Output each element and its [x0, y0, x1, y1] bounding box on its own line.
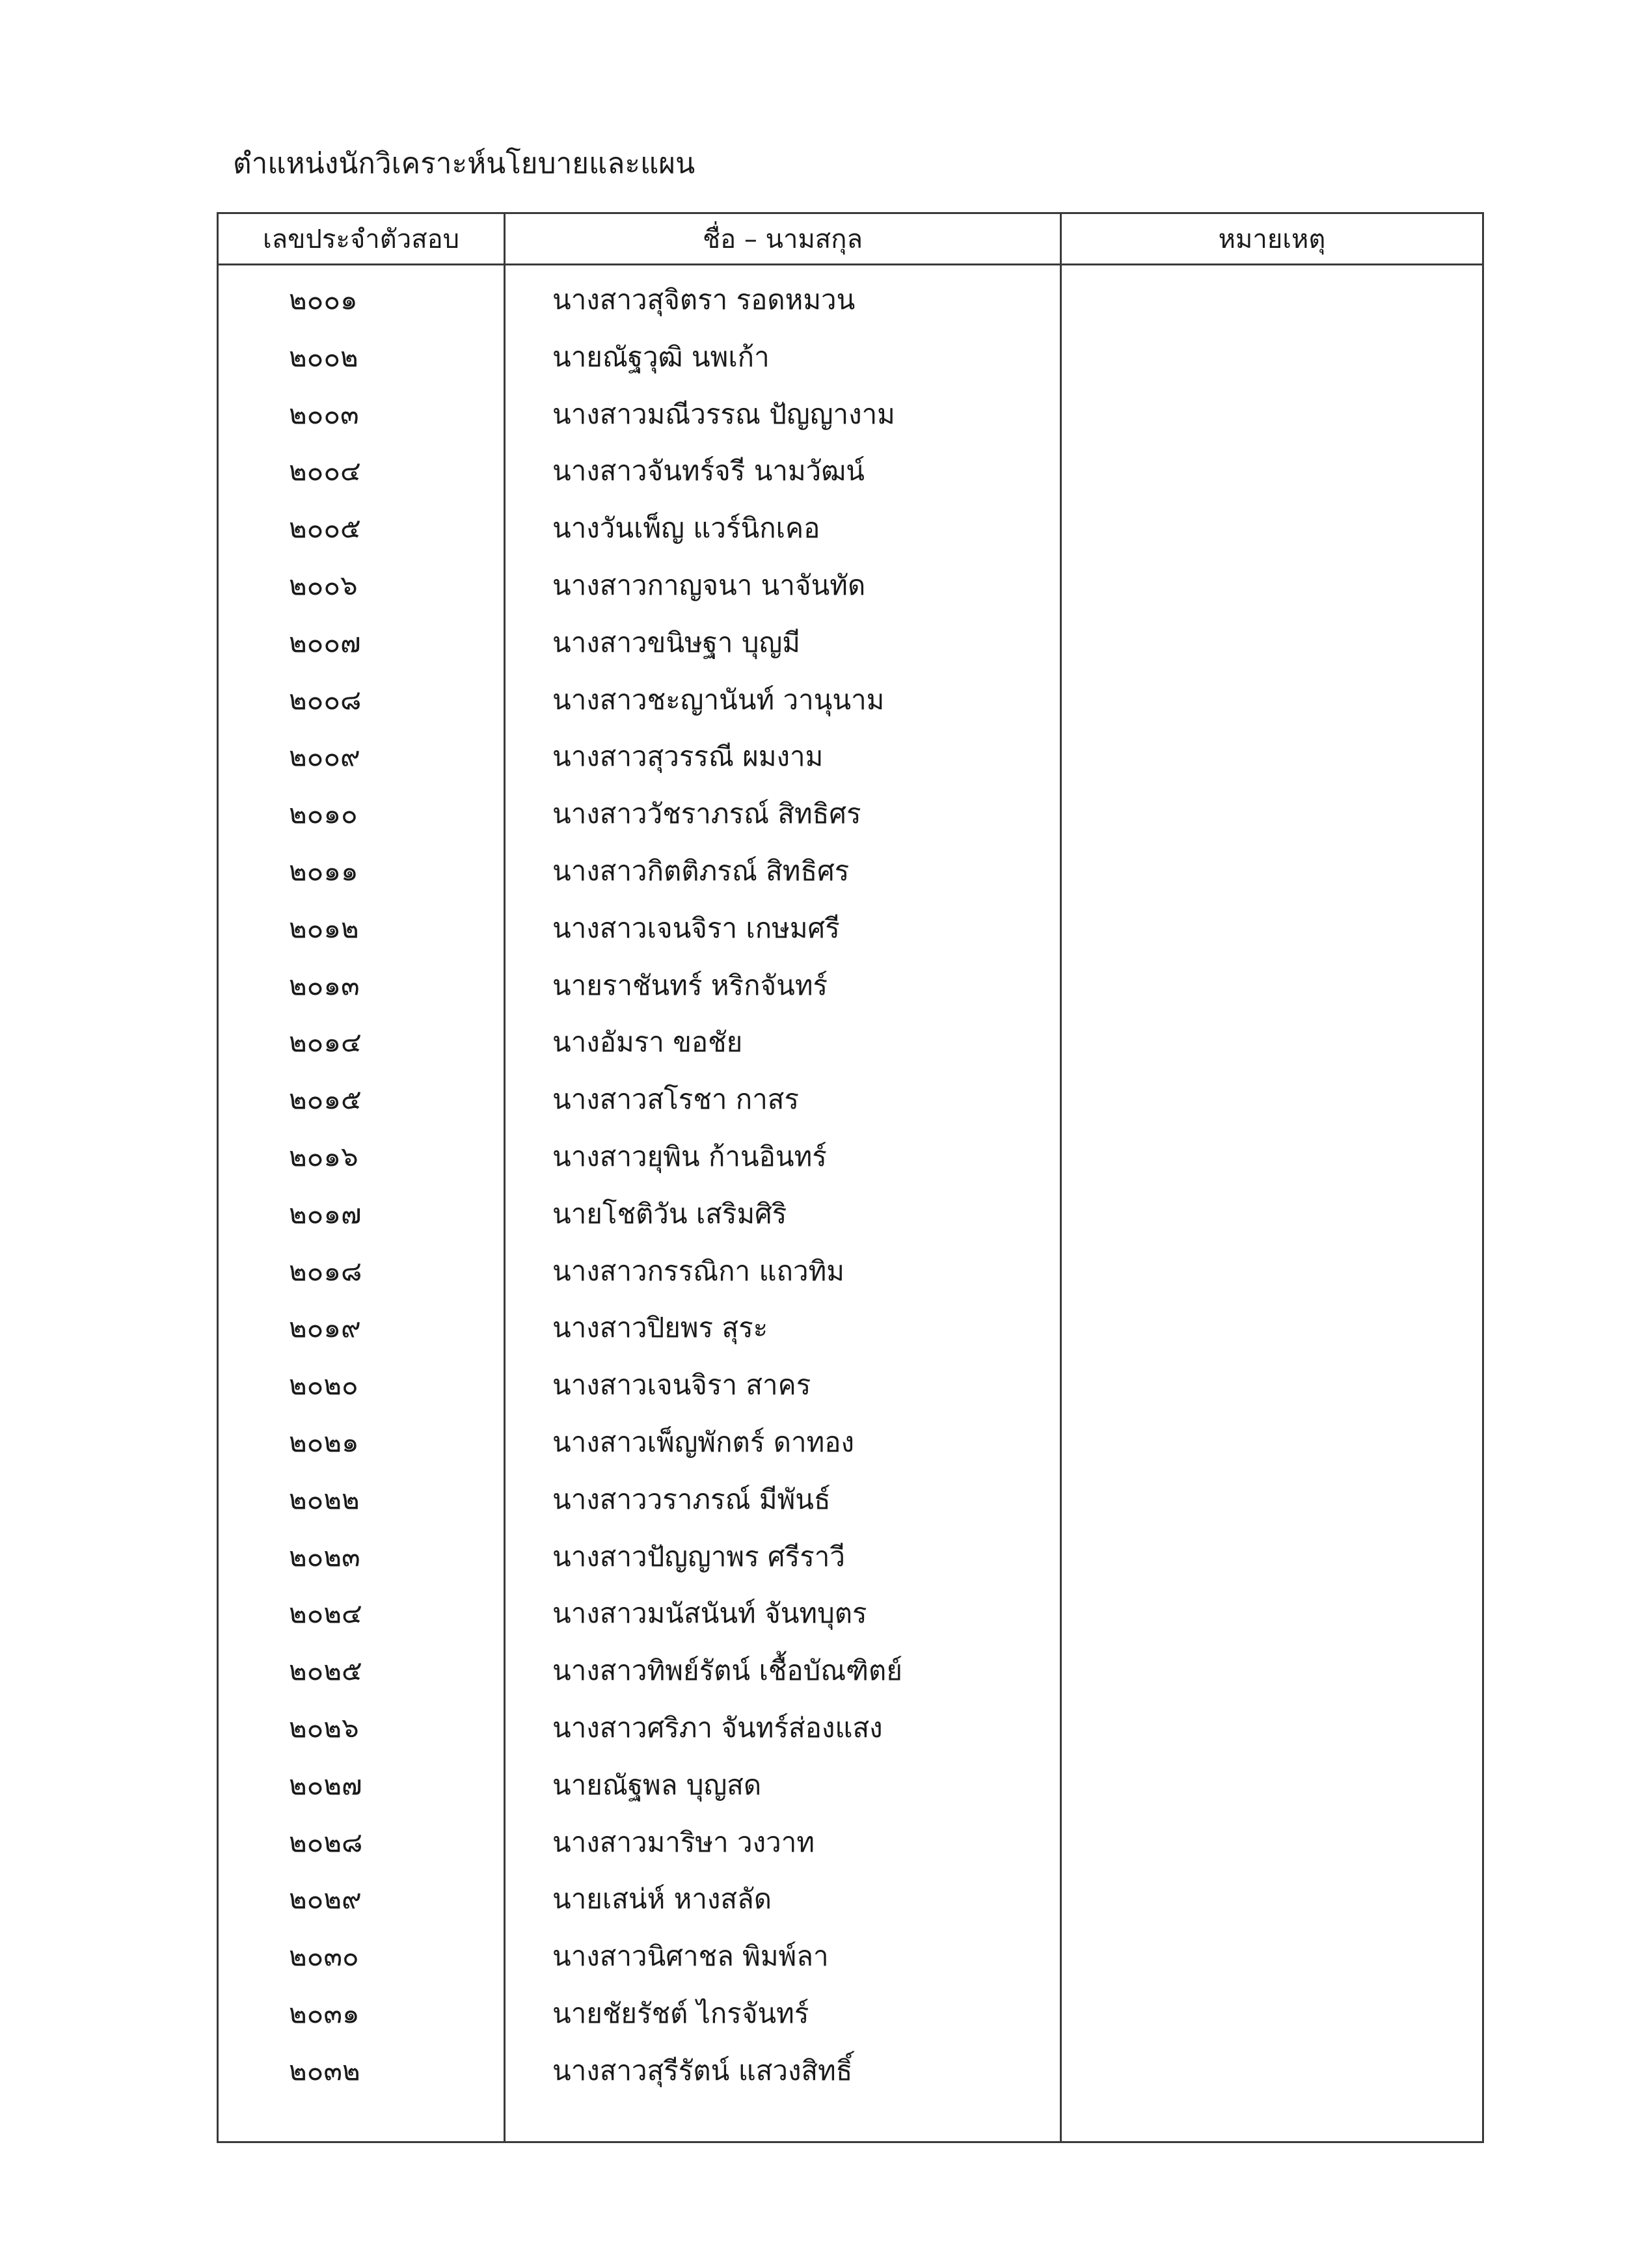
full-name-cell: นางสาววัชราภรณ์ สิทธิศร [552, 798, 861, 830]
full-name-cell: นางสาวเจนจิรา สาคร [552, 1369, 811, 1401]
full-name-cell: นายเสน่ห์ หางสลัด [552, 1883, 772, 1915]
table-row [219, 901, 1482, 958]
exam-id-cell: ๒๐๑๕ [289, 1083, 362, 1116]
table-row [219, 558, 1482, 615]
table-row [219, 1187, 1482, 1244]
exam-id-cell: ๒๐๒๗ [289, 1768, 362, 1801]
exam-id-cell: ๒๐๒๙ [289, 1883, 362, 1915]
table-row [219, 1415, 1482, 1472]
full-name-cell: นายโชติวัน เสริมศิริ [552, 1197, 787, 1230]
exam-id-cell: ๒๐๑๔ [289, 1026, 362, 1059]
table-row [219, 444, 1482, 501]
exam-id-cell: ๒๐๑๘ [289, 1254, 362, 1287]
full-name-cell: นางสาวศริภา จันทร์ส่องแสง [552, 1711, 883, 1744]
exam-id-cell: ๒๐๒๑ [289, 1425, 359, 1458]
table-row [219, 1758, 1482, 1815]
exam-id-cell: ๒๐๑๗ [289, 1197, 362, 1230]
full-name-cell: นางสาวปัญญาพร ศรีราวี [552, 1540, 845, 1573]
table-row [219, 615, 1482, 673]
table-row [219, 787, 1482, 844]
table-row [219, 273, 1482, 330]
exam-id-cell: ๒๐๐๗ [289, 626, 361, 658]
full-name-cell: นางสาวจันทร์จรี นามวัฒน์ [552, 455, 865, 487]
table-row [219, 729, 1482, 787]
header-full-name: ชื่อ – นามสกุล [703, 224, 863, 254]
table-row [219, 1986, 1482, 2044]
exam-id-cell: ๒๐๑๖ [289, 1140, 358, 1172]
exam-id-cell: ๒๐๓๒ [289, 2054, 360, 2086]
exam-id-cell: ๒๐๒๓ [289, 1540, 360, 1573]
exam-id-cell: ๒๐๐๒ [289, 340, 358, 373]
exam-id-cell: ๒๐๒๐ [289, 1369, 358, 1401]
table-row [219, 1129, 1482, 1187]
full-name-cell: นางสาวมณีวรรณ ปัญญางาม [552, 398, 895, 430]
table-row [219, 501, 1482, 558]
full-name-cell: นางสาวกาญจนา นาจันทัด [552, 569, 866, 601]
full-name-cell: นายชัยรัชต์ ไกรจันทร์ [552, 1997, 809, 2029]
exam-id-cell: ๒๐๑๒ [289, 911, 359, 944]
table-row [219, 1586, 1482, 1643]
exam-id-cell: ๒๐๐๓ [289, 398, 359, 430]
full-name-cell: นางสาวปิยพร สุระ [552, 1312, 768, 1344]
table-row [219, 2044, 1482, 2101]
table-row [219, 330, 1482, 387]
table-row [219, 844, 1482, 901]
full-name-cell: นางสาวสุวรรณี ผมงาม [552, 740, 824, 773]
full-name-cell: นางสาวขนิษฐา บุญมี [552, 626, 800, 658]
exam-id-cell: ๒๐๑๐ [289, 798, 358, 830]
exam-id-cell: ๒๐๓๐ [289, 1940, 359, 1973]
full-name-cell: นางอัมรา ขอชัย [552, 1026, 743, 1059]
exam-id-cell: ๒๐๒๖ [289, 1711, 359, 1744]
exam-id-cell: ๒๐๑๑ [289, 854, 358, 887]
exam-id-cell: ๒๐๐๘ [289, 683, 362, 716]
table-body [219, 273, 1482, 2101]
exam-id-cell: ๒๐๑๙ [289, 1312, 361, 1344]
table-row [219, 1929, 1482, 1986]
table-row [219, 1472, 1482, 1530]
table-row [219, 1072, 1482, 1129]
table-row [219, 958, 1482, 1016]
full-name-cell: นางสาวทิพย์รัตน์ เชื้อบัณฑิตย์ [552, 1654, 902, 1687]
full-name-cell: นางสาวสโรชา กาสร [552, 1083, 800, 1116]
full-name-cell: นายราชันทร์ หริกจันทร์ [552, 969, 828, 1001]
header-exam-id: เลขประจำตัวสอบ [262, 224, 460, 254]
full-name-cell: นางสาวชะญานันท์ วานุนาม [552, 683, 885, 716]
table-row [219, 1815, 1482, 1872]
header-remark: หมายเหตุ [1218, 224, 1326, 254]
exam-id-cell: ๒๐๑๓ [289, 969, 360, 1001]
full-name-cell: นางสาวเพ็ญพักตร์ ดาทอง [552, 1425, 855, 1458]
exam-id-cell: ๒๐๐๖ [289, 569, 358, 601]
full-name-cell: นายณัฐวุฒิ นพเก้า [552, 340, 770, 373]
full-name-cell: นายณัฐพล บุญสด [552, 1768, 762, 1801]
table-row [219, 673, 1482, 730]
full-name-cell: นางสาวมนัสนันท์ จันทบุตร [552, 1597, 867, 1630]
table-row [219, 1701, 1482, 1758]
exam-id-cell: ๒๐๒๕ [289, 1654, 362, 1687]
table-row [219, 387, 1482, 444]
exam-id-cell: ๒๐๐๔ [289, 455, 361, 487]
exam-id-cell: ๒๐๐๙ [289, 740, 360, 773]
full-name-cell: นางสาวนิศาชล พิมพ์ลา [552, 1940, 829, 1973]
table-row [219, 1015, 1482, 1072]
full-name-cell: นางสาวมาริษา วงวาท [552, 1826, 815, 1858]
header-divider [219, 263, 1482, 265]
full-name-cell: นางสาวสุจิตรา รอดหมวน [552, 284, 856, 316]
page-title: ตำแหน่งนักวิเคราะห์นโยบายและแผน [233, 147, 695, 180]
exam-id-cell: ๒๐๒๘ [289, 1826, 363, 1858]
full-name-cell: นางสาวเจนจิรา เกษมศรี [552, 911, 840, 944]
exam-id-cell: ๒๐๐๕ [289, 512, 361, 545]
exam-id-cell: ๒๐๒๔ [289, 1597, 362, 1630]
candidate-table [217, 212, 1484, 2143]
table-row [219, 1358, 1482, 1415]
full-name-cell: นางสาวกรรณิกา แถวทิม [552, 1254, 844, 1287]
table-row [219, 1530, 1482, 1587]
full-name-cell: นางสาวกิตติภรณ์ สิทธิศร [552, 854, 850, 887]
table-row [219, 1643, 1482, 1701]
table-row [219, 1301, 1482, 1358]
full-name-cell: นางสาวยุพิน ก้านอินทร์ [552, 1140, 827, 1172]
exam-id-cell: ๒๐๒๒ [289, 1483, 360, 1515]
exam-id-cell: ๒๐๐๑ [289, 284, 358, 316]
full-name-cell: นางสาวสุรีรัตน์ แสวงสิทธิ์ [552, 2054, 853, 2086]
full-name-cell: นางวันเพ็ญ แวร์นิกเคอ [552, 512, 820, 545]
table-row [219, 1244, 1482, 1301]
exam-id-cell: ๒๐๓๑ [289, 1997, 360, 2029]
full-name-cell: นางสาววราภรณ์ มีพันธ์ [552, 1483, 831, 1515]
table-row [219, 1872, 1482, 1929]
